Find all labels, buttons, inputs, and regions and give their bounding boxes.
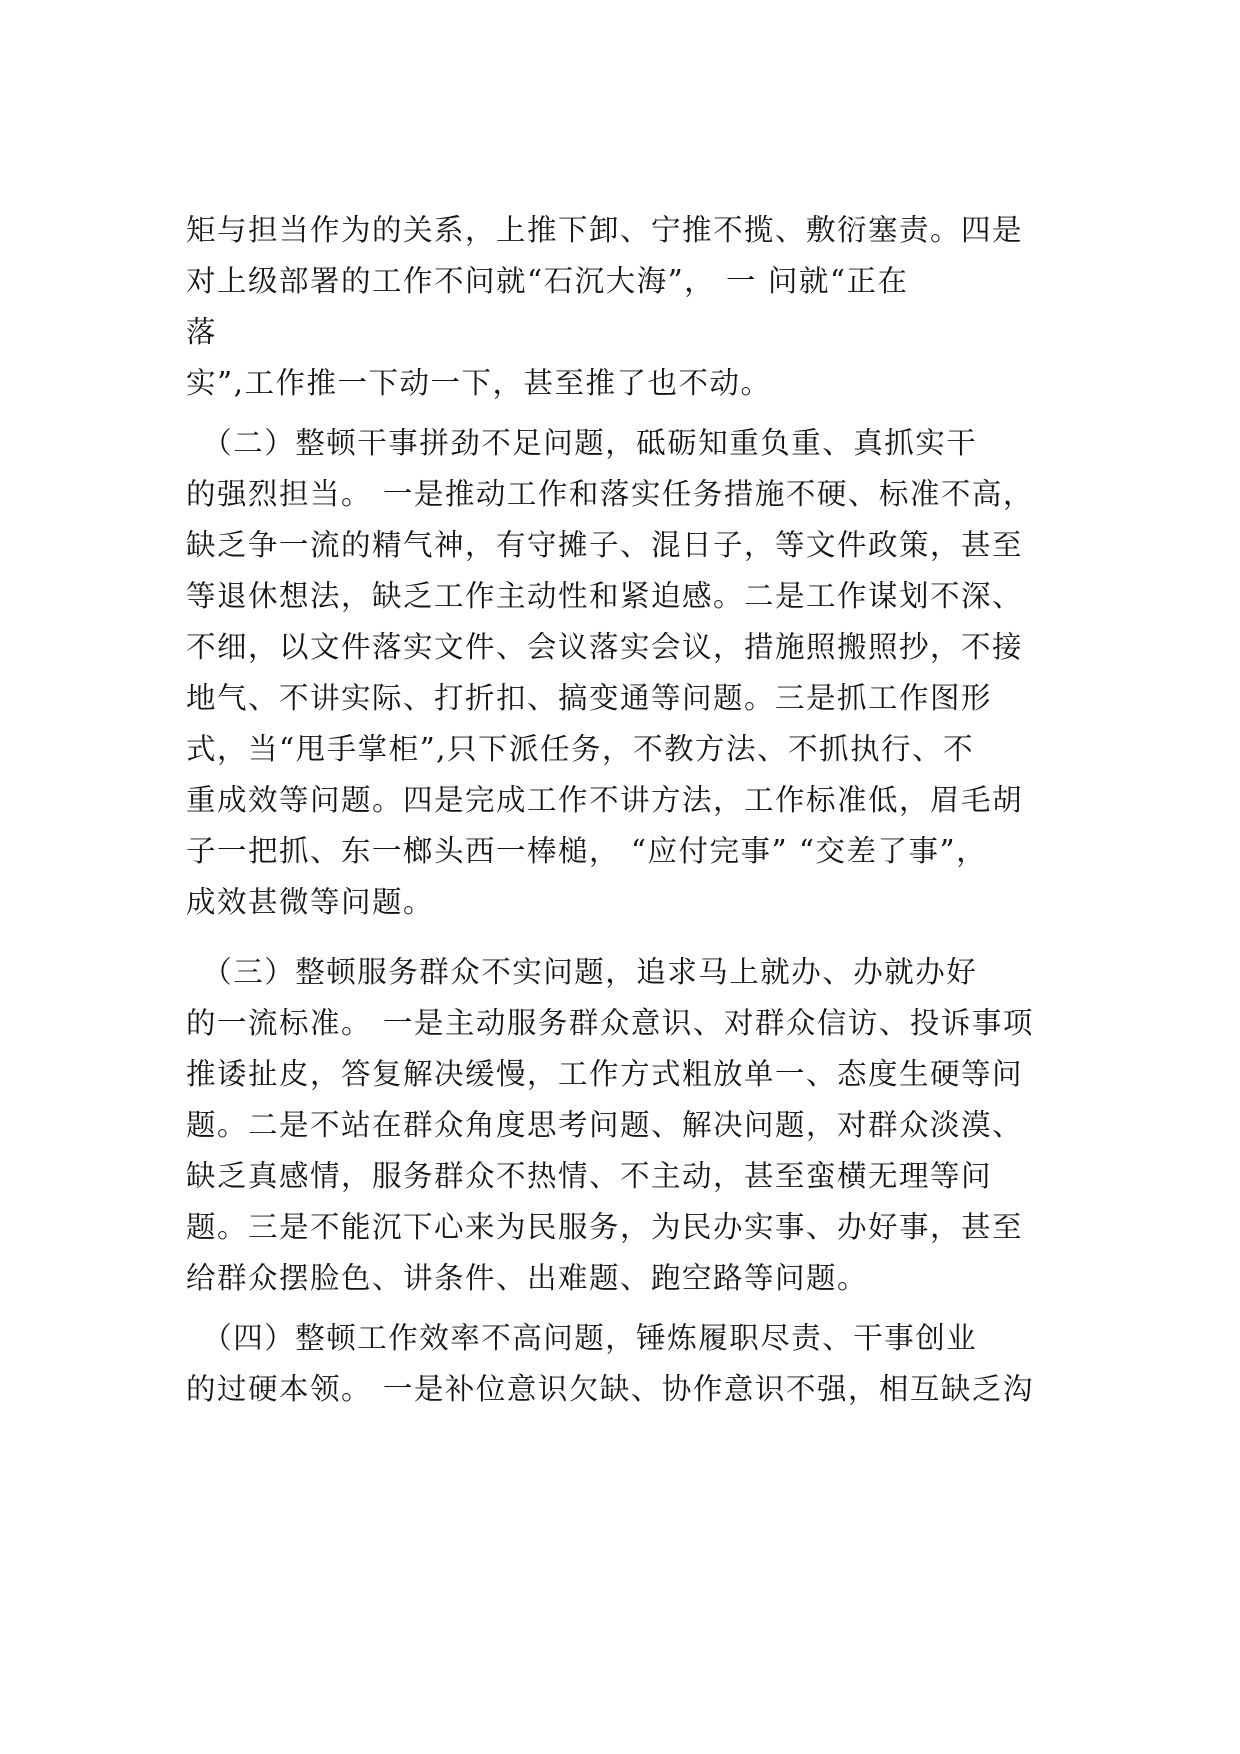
section-heading-line: （四）整顿工作效率不高问题，锤炼履职尽责、干事创业 xyxy=(186,1321,978,1355)
text-line: 题。二是不站在群众角度思考问题、解决问题，对群众淡漠、 xyxy=(186,1108,1024,1142)
text-line: 等退休想法，缺乏工作主动性和紧迫感。二是工作谋划不深、 xyxy=(186,579,1024,613)
text-line: 的过硬本领。 一是补位意识欠缺、协作意识不强，相互缺乏沟 xyxy=(186,1372,1034,1406)
text-line: 重成效等问题。四是完成工作不讲方法，工作标准低，眉毛胡 xyxy=(186,783,1024,817)
text-line: 缺乏真感情，服务群众不热情、不主动，甚至蛮横无理等问 xyxy=(186,1159,993,1193)
text-line: 式，当“甩手掌柜”,只下派任务，不教方法、不抓执行、不 xyxy=(186,732,975,766)
text-line: 缺乏争一流的精气神，有守摊子、混日子，等文件政策，甚至 xyxy=(186,528,1024,562)
text-line: 地气、不讲实际、打折扣、搞变通等问题。三是抓工作图形 xyxy=(186,681,993,715)
paragraph-1 xyxy=(186,205,1056,409)
text-line: 不细，以文件落实文件、会议落实会议，措施照搬照抄，不接 xyxy=(186,630,1024,664)
text-line: 矩与担当作为的关系，上推下卸、宁推不揽、敷衍塞责。四是 xyxy=(186,213,1024,247)
text-line: 实”,工作推一下动一下，甚至推了也不动。 xyxy=(186,366,772,400)
text-line: 题。三是不能沉下心来为民服务，为民办实事、办好事，甚至 xyxy=(186,1210,1024,1244)
paragraph-4 xyxy=(186,1313,1056,1415)
text-line: 推诿扯皮，答复解决缓慢，工作方式粗放单一、态度生硬等问 xyxy=(186,1057,1024,1091)
paragraph-2 xyxy=(186,418,1056,928)
text-line: 给群众摆脸色、讲条件、出难题、跑空路等问题。 xyxy=(186,1261,869,1295)
text-line: 落 xyxy=(186,315,218,349)
paragraph-3 xyxy=(186,947,1056,1304)
text-line: 对上级部署的工作不问就“石沉大海”， 一 问就“正在 xyxy=(186,264,909,298)
text-line: 的强烈担当。 一是推动工作和落实任务措施不硬、标准不高， xyxy=(186,477,1034,511)
section-heading-line: （三）整顿服务群众不实问题，追求马上就办、办就办好 xyxy=(186,955,978,989)
text-line: 子一把抓、东一榔头西一棒槌， “应付完事” “交差了事”， xyxy=(186,834,988,868)
text-line: 成效甚微等问题。 xyxy=(186,885,435,919)
section-heading-line: （二）整顿干事拼劲不足问题，砥砺知重负重、真抓实干 xyxy=(186,426,978,460)
text-line: 的一流标准。 一是主动服务群众意识、对群众信访、投诉事项 xyxy=(186,1006,1034,1040)
